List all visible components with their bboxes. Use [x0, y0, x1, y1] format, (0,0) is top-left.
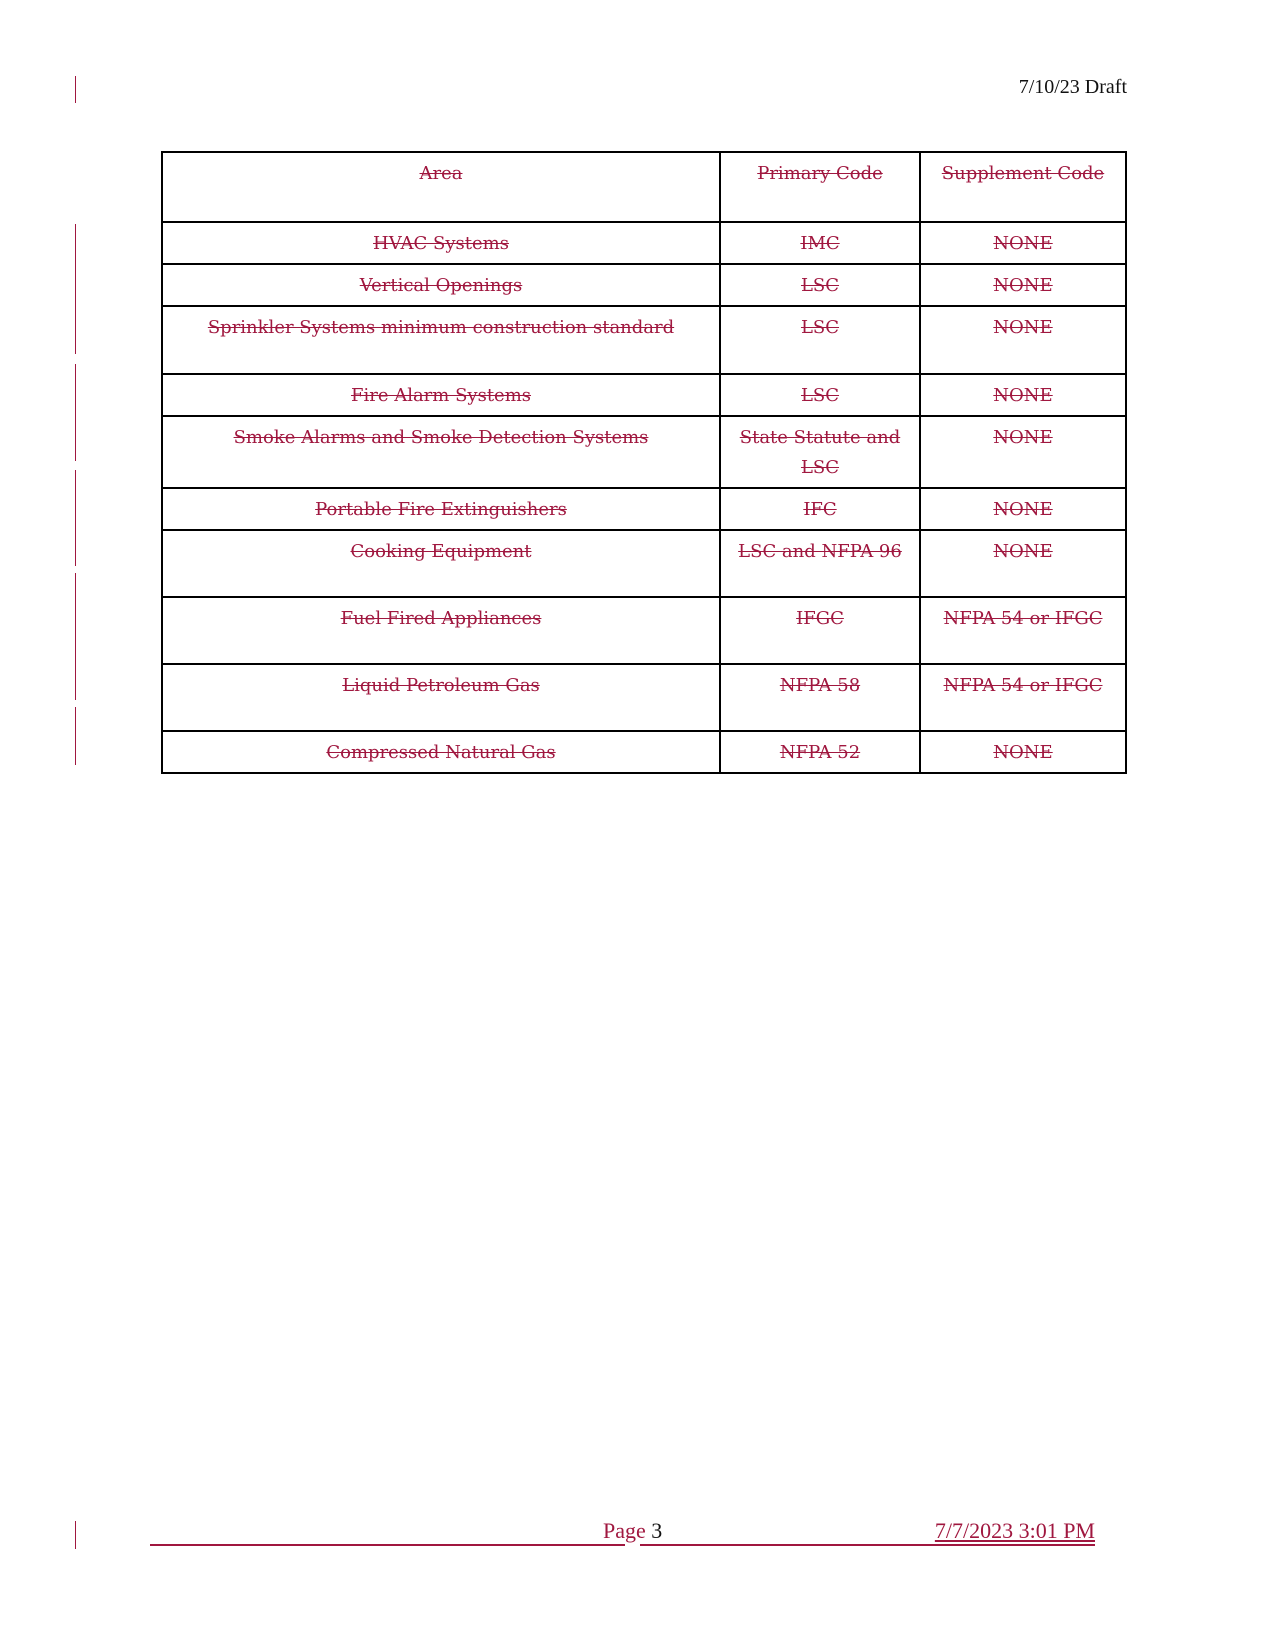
footer-rule [640, 1544, 1095, 1546]
cell-area: Cooking Equipment [162, 530, 720, 597]
page-number: 3 [651, 1518, 663, 1543]
cell-area: Smoke Alarms and Smoke Detection Systems [162, 416, 720, 488]
code-table [161, 151, 1127, 774]
cell-area: Fuel Fired Appliances [162, 597, 720, 664]
table-row [162, 264, 1126, 306]
table-row [162, 222, 1126, 264]
cell-primary-code: IMC [720, 222, 920, 264]
table-row [162, 597, 1126, 664]
cell-area: Fire Alarm Systems [162, 374, 720, 416]
table-row [162, 530, 1126, 597]
cell-primary-code: State Statute and LSC [720, 416, 920, 488]
draft-date-header: 7/10/23 Draft [1018, 76, 1127, 98]
change-bar [75, 1521, 76, 1549]
table-row [162, 416, 1126, 488]
cell-primary-code: LSC [720, 374, 920, 416]
cell-supplement-code: NFPA 54 or IFGC [920, 597, 1126, 664]
cell-area: Compressed Natural Gas [162, 731, 720, 773]
cell-primary-code: LSC [720, 306, 920, 374]
cell-primary-code: IFC [720, 488, 920, 530]
cell-supplement-code: NONE [920, 731, 1126, 773]
cell-supplement-code: NONE [920, 416, 1126, 488]
cell-primary-code: LSC and NFPA 96 [720, 530, 920, 597]
cell-area: Portable Fire Extinguishers [162, 488, 720, 530]
table-row [162, 488, 1126, 530]
table-row [162, 731, 1126, 773]
change-bar [75, 224, 76, 354]
cell-supplement-code: NONE [920, 374, 1126, 416]
table-row [162, 306, 1126, 374]
cell-primary-code: LSC [720, 264, 920, 306]
table-header-row [162, 152, 1126, 222]
cell-supplement-code: NONE [920, 306, 1126, 374]
cell-supplement-code: NONE [920, 222, 1126, 264]
cell-primary-code: IFGC [720, 597, 920, 664]
change-bar [75, 364, 76, 461]
cell-area: HVAC Systems [162, 222, 720, 264]
table-row [162, 374, 1126, 416]
header-primary-code: Primary Code [720, 152, 920, 222]
header-area: Area [162, 152, 720, 222]
cell-supplement-code: NFPA 54 or IFGC [920, 664, 1126, 731]
change-bar [75, 707, 76, 765]
cell-primary-code: NFPA 58 [720, 664, 920, 731]
footer-timestamp: 7/7/2023 3:01 PM [934, 1518, 1095, 1543]
cell-supplement-code: NONE [920, 264, 1126, 306]
table-row [162, 664, 1126, 731]
cell-supplement-code: NONE [920, 530, 1126, 597]
change-bar [75, 470, 76, 566]
change-bar [75, 76, 76, 103]
page-indicator [603, 1518, 662, 1544]
page-footer [150, 1518, 1095, 1546]
page-label: Page [603, 1518, 652, 1543]
header-supplement-code: Supplement Code [920, 152, 1126, 222]
cell-area: Vertical Openings [162, 264, 720, 306]
change-bar [75, 640, 76, 700]
cell-supplement-code: NONE [920, 488, 1126, 530]
cell-area: Sprinkler Systems minimum construction standard [162, 306, 720, 374]
footer-rule [150, 1544, 625, 1546]
cell-primary-code: NFPA 52 [720, 731, 920, 773]
cell-area: Liquid Petroleum Gas [162, 664, 720, 731]
